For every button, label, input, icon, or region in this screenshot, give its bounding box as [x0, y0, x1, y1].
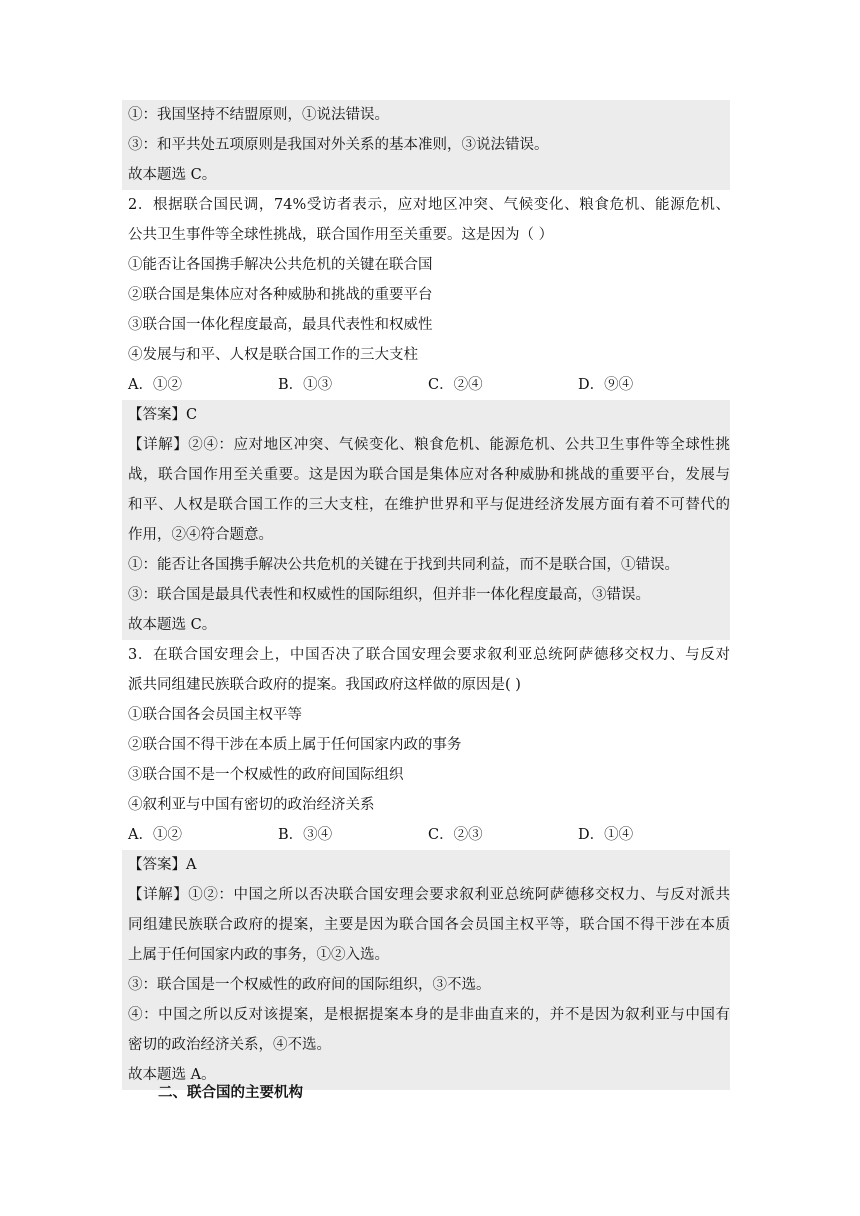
- q3-statement: ④叙利亚与中国有密切的政治经济关系: [128, 797, 375, 813]
- q3-statement: ①联合国各会员国主权平等: [128, 707, 302, 723]
- document-content: [122, 100, 730, 1090]
- q3-option-c: C．②③: [428, 827, 483, 843]
- q2-explanation-line: ③：联合国是最具代表性和权威性的国际组织，但并非一体化程度最高，③错误。: [122, 580, 730, 610]
- q2-explanation-line: ①：能否让各国携手解决公共危机的关键在于找到共同利益，而不是联合国，①错误。: [122, 550, 730, 580]
- q2-conclusion: 故本题选 C。: [122, 610, 730, 640]
- q2-statement: ①能否让各国携手解决公共危机的关键在联合国: [128, 257, 433, 273]
- q2-explanation-line: 作用，②④符合题意。: [122, 520, 730, 550]
- q3-option-b: B．③④: [278, 827, 333, 843]
- q2-option-c: C．②④: [428, 377, 483, 393]
- q3-stem-line: 3．在联合国安理会上，中国否决了联合国安理会要求叙利亚总统阿萨德移交权力、与反对: [128, 647, 730, 663]
- q2-stem-line: 公共卫生事件等全球性挑战，联合国作用至关重要。这是因为（ ）: [128, 227, 554, 243]
- section-heading: 二、联合国的主要机构: [158, 1084, 303, 1101]
- q3-options: [122, 820, 730, 850]
- q2-options: [122, 370, 730, 400]
- q3-explanation-line: 密切的政治经济关系，④不选。: [122, 1030, 730, 1060]
- q3-option-d: D．①④: [578, 827, 634, 843]
- q3-statement: ③联合国不是一个权威性的政府间国际组织: [128, 767, 404, 783]
- q2-option-d: D．⑨④: [578, 377, 634, 393]
- q3-stem-line: 派共同组建民族联合政府的提案。我国政府这样做的原因是( ): [128, 677, 521, 693]
- q2-option-a: A．①②: [128, 377, 182, 393]
- q2-explanation-line: 【详解】②④：应对地区冲突、气候变化、粮食危机、能源危机、公共卫生事件等全球性挑: [122, 430, 730, 460]
- q1-explanation-line: ③：和平共处五项原则是我国对外关系的基本准则，③说法错误。: [122, 130, 730, 160]
- q1-explanation-line: ①：我国坚持不结盟原则，①说法错误。: [122, 100, 730, 130]
- q2-explanation-line: 战，联合国作用至关重要。这是因为联合国是集体应对各种威胁和挑战的重要平台，发展与: [122, 460, 730, 490]
- q2-answer: 【答案】C: [122, 400, 730, 430]
- q3-explanation-line: 【详解】①②：中国之所以否决联合国安理会要求叙利亚总统阿萨德移交权力、与反对派共: [122, 880, 730, 910]
- q3-explanation-line: ④：中国之所以反对该提案，是根据提案本身的是非曲直来的，并不是因为叙利亚与中国有: [122, 1000, 730, 1030]
- q2-statement: ③联合国一体化程度最高，最具代表性和权威性: [128, 317, 433, 333]
- q2-statement: ②联合国是集体应对各种威胁和挑战的重要平台: [128, 287, 433, 303]
- q3-explanation-line: ③：联合国是一个权威性的政府间的国际组织，③不选。: [122, 970, 730, 1000]
- q1-conclusion: 故本题选 C。: [122, 160, 730, 190]
- q3-statement: ②联合国不得干涉在本质上属于任何国家内政的事务: [128, 737, 462, 753]
- q3-explanation-line: 上属于任何国家内政的事务，①②入选。: [122, 940, 730, 970]
- q2-explanation-line: 和平、人权是联合国工作的三大支柱，在维护世界和平与促进经济发展方面有着不可替代的: [122, 490, 730, 520]
- q2-statement: ④发展与和平、人权是联合国工作的三大支柱: [128, 347, 418, 363]
- q3-conclusion: 故本题选 A。: [122, 1060, 730, 1090]
- q3-answer: 【答案】A: [122, 850, 730, 880]
- q3-explanation-line: 同组建民族联合政府的提案，主要是因为联合国各会员国主权平等，联合国不得干涉在本质: [122, 910, 730, 940]
- q2-option-b: B．①③: [278, 377, 333, 393]
- q2-stem-line: 2．根据联合国民调，74%受访者表示，应对地区冲突、气候变化、粮食危机、能源危机、: [128, 197, 730, 213]
- q3-option-a: A．①②: [128, 827, 182, 843]
